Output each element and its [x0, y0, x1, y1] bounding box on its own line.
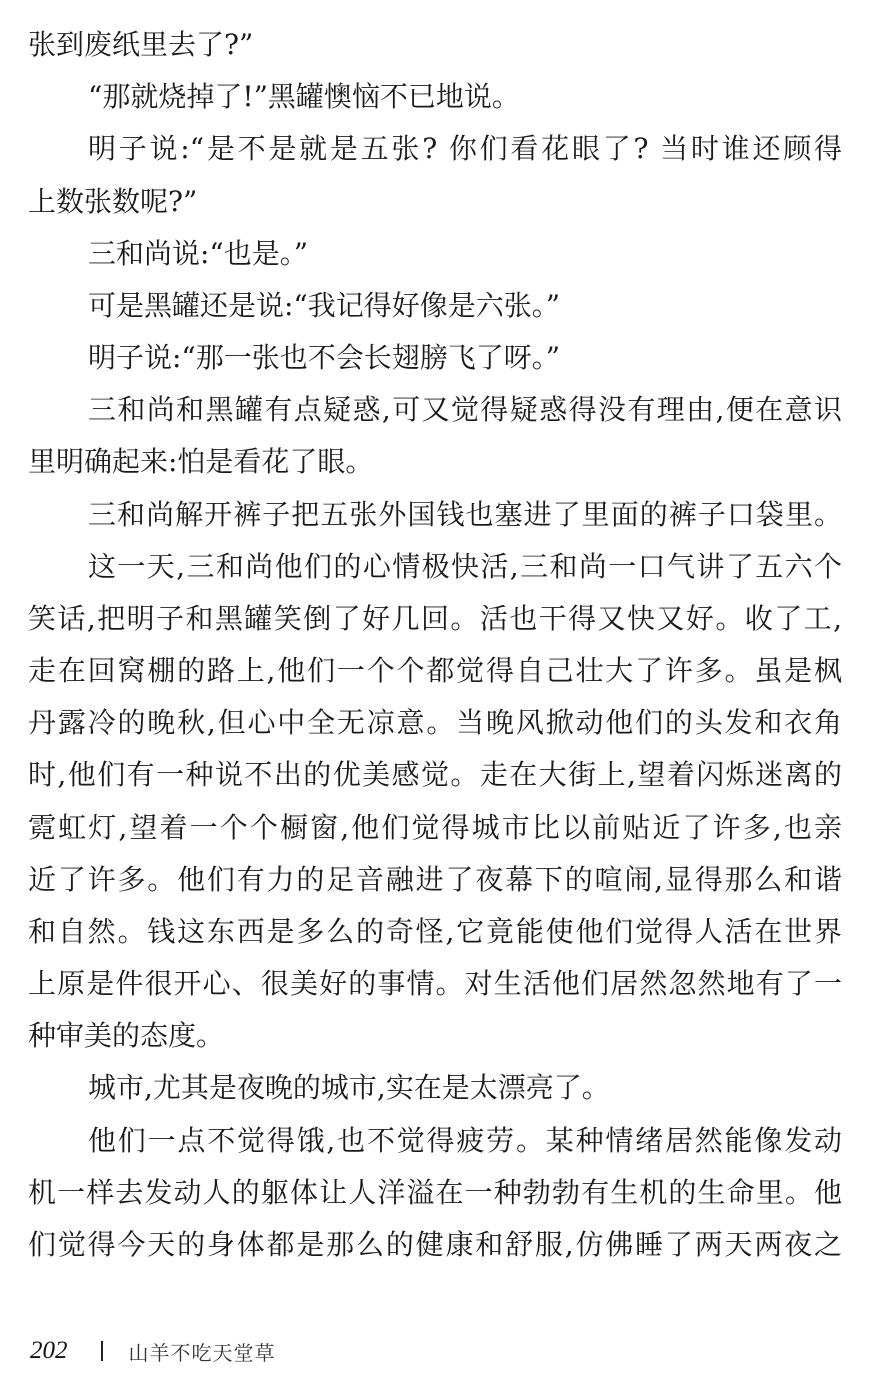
text-line: 霓虹灯,望着一个个橱窗,他们觉得城市比以前贴近了许多,也亲 [28, 810, 842, 844]
text-line: 三和尚和黑罐有点疑惑,可又觉得疑惑得没有理由,便在意识 [88, 393, 842, 427]
page-number: 202 [30, 1337, 68, 1364]
text-line: 这一天,三和尚他们的心情极快活,三和尚一口气讲了五六个 [88, 549, 842, 583]
page-footer [30, 1334, 276, 1368]
text-line: 近了许多。他们有力的足音融进了夜幕下的喧闹,显得那么和谐 [28, 862, 842, 896]
text-line: 机一样去发动人的躯体让人洋溢在一种勃勃有生机的生命里。他 [28, 1175, 842, 1209]
text-line: 城市,尤其是夜晚的城市,实在是太漂亮了。 [88, 1071, 610, 1105]
text-line: 走在回窝棚的路上,他们一个个都觉得自己壮大了许多。虽是枫 [28, 654, 842, 688]
text-line: 时,他们有一种说不出的优美感觉。走在大街上,望着闪烁迷离的 [28, 758, 842, 792]
book-title: 山羊不吃天堂草 [128, 1340, 276, 1365]
text-line: 笑话,把明子和黑罐笑倒了好几回。活也干得又快又好。收了工, [28, 601, 842, 635]
text-line: 丹露冷的晚秋,但心中全无凉意。当晚风掀动他们的头发和衣角 [28, 706, 842, 740]
text-line: 上数张数呢?” [28, 184, 198, 218]
footer-separator [101, 1341, 103, 1361]
text-line: “那就烧掉了!”黑罐懊恼不已地说。 [88, 80, 520, 114]
text-line: 种审美的态度。 [28, 1019, 225, 1053]
text-line: 可是黑罐还是说:“我记得好像是六张。” [88, 288, 561, 322]
text-line: 和自然。钱这东西是多么的奇怪,它竟能使他们觉得人活在世界 [28, 914, 842, 948]
text-line: 三和尚解开裤子把五张外国钱也塞进了里面的裤子口袋里。 [88, 497, 842, 531]
text-line: 张到废纸里去了?” [28, 28, 254, 61]
text-line: 三和尚说:“也是。” [88, 236, 309, 270]
text-line: 明子说:“那一张也不会长翅膀飞了呀。” [88, 341, 561, 375]
text-line: 里明确起来:怕是看花了眼。 [28, 445, 374, 479]
text-line: 明子说:“是不是就是五张? 你们看花眼了? 当时谁还顾得 [88, 132, 842, 166]
text-line: 上原是件很开心、很美好的事情。对生活他们居然忽然地有了一 [28, 967, 842, 1001]
text-line: 他们一点不觉得饿,也不觉得疲劳。某种情绪居然能像发动 [88, 1123, 842, 1157]
text-line: 们觉得今天的身体都是那么的健康和舒服,仿佛睡了两天两夜之 [28, 1227, 842, 1261]
